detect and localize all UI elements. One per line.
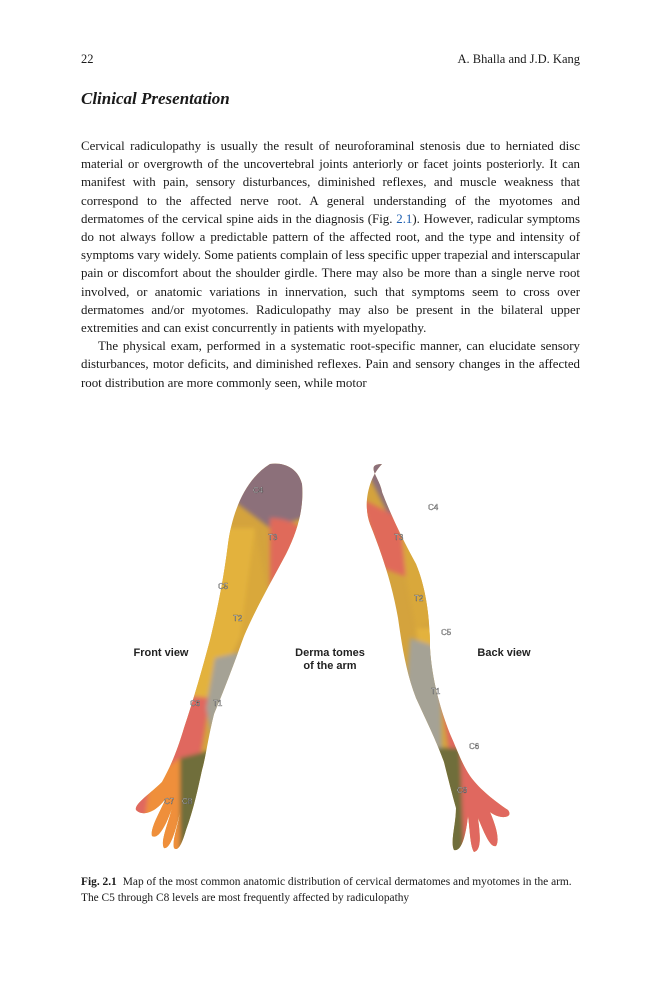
running-head bbox=[81, 52, 580, 68]
back-zone-label: T1 bbox=[431, 687, 441, 696]
paragraph-2: The physical exam, performed in a systematic root-specific manner, can elucidate sensory disturbances, motor deficits, and diminished reflexes. Pain and sensory changes in the affected root distribution are more commonly seen, while motor bbox=[81, 339, 580, 390]
front-c7-zone bbox=[140, 758, 184, 858]
front-zone-label: C6 bbox=[190, 699, 201, 708]
figure-reference-link[interactable]: 2.1 bbox=[396, 211, 413, 226]
section-heading: Clinical Presentation bbox=[81, 89, 230, 108]
front-zone-label: C5 bbox=[218, 582, 229, 591]
front-zone-label: C8 bbox=[182, 797, 193, 806]
paragraph-1 bbox=[81, 137, 580, 337]
caption-label: Fig. 2.1 bbox=[81, 876, 117, 888]
back-zone-label: C6 bbox=[469, 742, 480, 751]
figure-caption bbox=[81, 874, 580, 906]
page-number: 22 bbox=[81, 52, 94, 66]
back-zone-label: T2 bbox=[414, 594, 424, 603]
front-zone-label: C7 bbox=[164, 797, 175, 806]
front-zone-label: T2 bbox=[233, 614, 243, 623]
front-zone-label: T3 bbox=[268, 533, 278, 542]
front-view-label: Front view bbox=[133, 647, 189, 659]
caption-text: Map of the most common anatomic distribution of cervical dermatomes and myotomes in the arm. The C5 through C8 levels are most frequently affected by radiculopathy bbox=[81, 876, 572, 904]
paragraph-1-text-a: Cervical radiculopathy is usually the result of neuroforaminal stenosis due to herniated disc material or overgrowth of the uncovertebral joints anteriorly or facet joints posteriorly. It can manifest with pain, sensory disturbances, diminished reflexes, and muscle weakness that correspond to the affected nerve root. A general understanding of the myotomes and dermatomes of the cervical spine aids in the diagnosis (Fig. bbox=[81, 139, 580, 226]
back-view-label: Back view bbox=[477, 647, 531, 659]
body-text bbox=[81, 137, 580, 392]
back-zone-label: C4 bbox=[428, 503, 439, 512]
back-zone-label: C8 bbox=[457, 786, 468, 795]
dermatome-figure bbox=[120, 458, 540, 858]
front-t3-zone bbox=[270, 518, 310, 608]
front-c5-zone bbox=[160, 528, 255, 718]
front-zone-label: T1 bbox=[213, 699, 223, 708]
back-t1-zone bbox=[406, 638, 442, 758]
paragraph-1-text-b: ). However, radicular symptoms do not always follow a predictable pattern of the affected root, and the type and intensity of symptoms vary widely. Some patients complain of less specific upper trapezial and interscapular pain or discomfort about the shoulder girdle. There may also be more than a single nerve root involved, or anatomic variations in innervation, such that symptoms seem to cross over dermatomes and/or myotomes. Radiculopathy may also be present in the bilateral upper extremities and can exist concurrently in patients with myelopathy. bbox=[81, 211, 580, 336]
running-head-authors: A. Bhalla and J.D. Kang bbox=[457, 52, 580, 66]
back-zone-label: C5 bbox=[441, 628, 452, 637]
dermatomes-center-label: Derma tomes of the arm bbox=[295, 647, 365, 672]
back-c8-zone bbox=[420, 748, 464, 858]
front-zone-label: C4 bbox=[253, 486, 264, 495]
back-zone-label: T3 bbox=[394, 533, 404, 542]
